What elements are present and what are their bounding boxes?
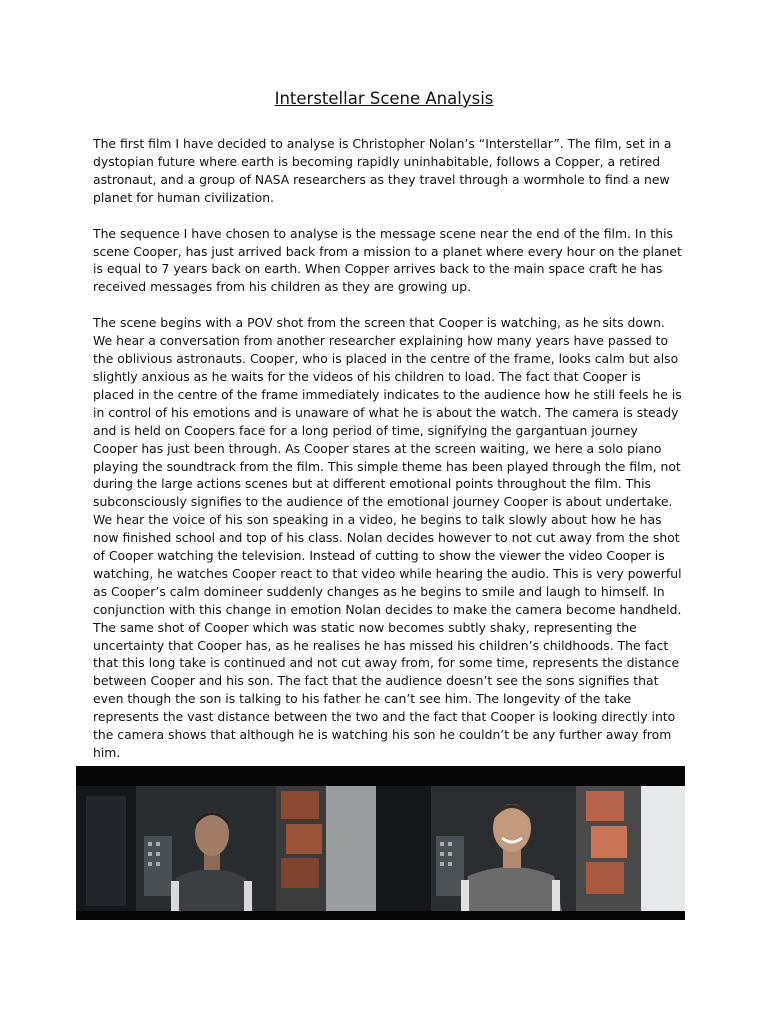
document-title: Interstellar Scene Analysis <box>274 89 494 108</box>
film-still-calm <box>76 786 376 911</box>
paragraph-sequence: The sequence I have chosen to analyse is the message scene near the end of the film. In this scene Cooper, has just arrived back from a mission to a planet where every hour on the planet is equal to 7 years back on earth. When Copper arrives back to the main space craft he has received messages from his children as they are growing up. <box>93 225 682 295</box>
paragraph-intro: The first film I have decided to analyse is Christopher Nolan’s “Interstellar”. The film, set in a dystopian future where earth is becoming rapidly uninhabitable, follows a Copper, a retired astronaut, and a group of NASA researchers as they travel through a wormhole to find a new planet for human civilization. <box>93 136 672 205</box>
film-still-smiling <box>376 786 685 911</box>
film-stills-image <box>76 766 685 920</box>
document-body <box>93 135 683 780</box>
paragraph-analysis: The scene begins with a POV shot from the screen that Cooper is watching, as he sits down. We hear a conversation from another researcher explaining how many years have passed to the oblivious astronauts. Cooper, who is placed in the centre of the frame, looks calm but also slightly anxious as he waits for the videos of his children to load. The fact that Cooper is placed in the centre of the frame immediately indicates to the audience how he still feels he is in control of his emotions and is unaware of what he is about the watch. The camera is steady and is held on Coopers face for a long period of time, signifying the gargantuan journey Cooper has just been through. As Cooper stares at the screen waiting, we here a solo piano playing the soundtrack from the film. This simple theme has been played through the film, not during the large actions scenes but at different emotional points throughout the film. This subconsciously signifies to the audience of the emotional journey Cooper is about undertake. We hear the voice of his son speaking in a video, he begins to talk slowly about how he has now finished school and top of his class. Nolan decides however to not cut away from the shot of Cooper watching the television. Instead of cutting to show the viewer the video Cooper is watching, he watches Cooper react to that video while hearing the audio. This is very powerful as Cooper’s calm domineer suddenly changes as he begins to smile and laugh to himself. In conjunction with this change in emotion Nolan decides to make the camera become handheld. The same shot of Cooper which was static now becomes subtly shaky, representing the uncertainty that Cooper has, as he realises he has missed his children’s childhoods. The fact that this long take is continued and not cut away from, for some time, represents the distance between Cooper and his son. The fact that the audience doesn’t see the sons signifies that even though the son is talking to his father he can’t see him. The longevity of the take represents the vast distance between the two and the fact that Cooper is looking directly into the camera shows that although he is watching his son he couldn’t be any further away from him. <box>93 315 682 760</box>
